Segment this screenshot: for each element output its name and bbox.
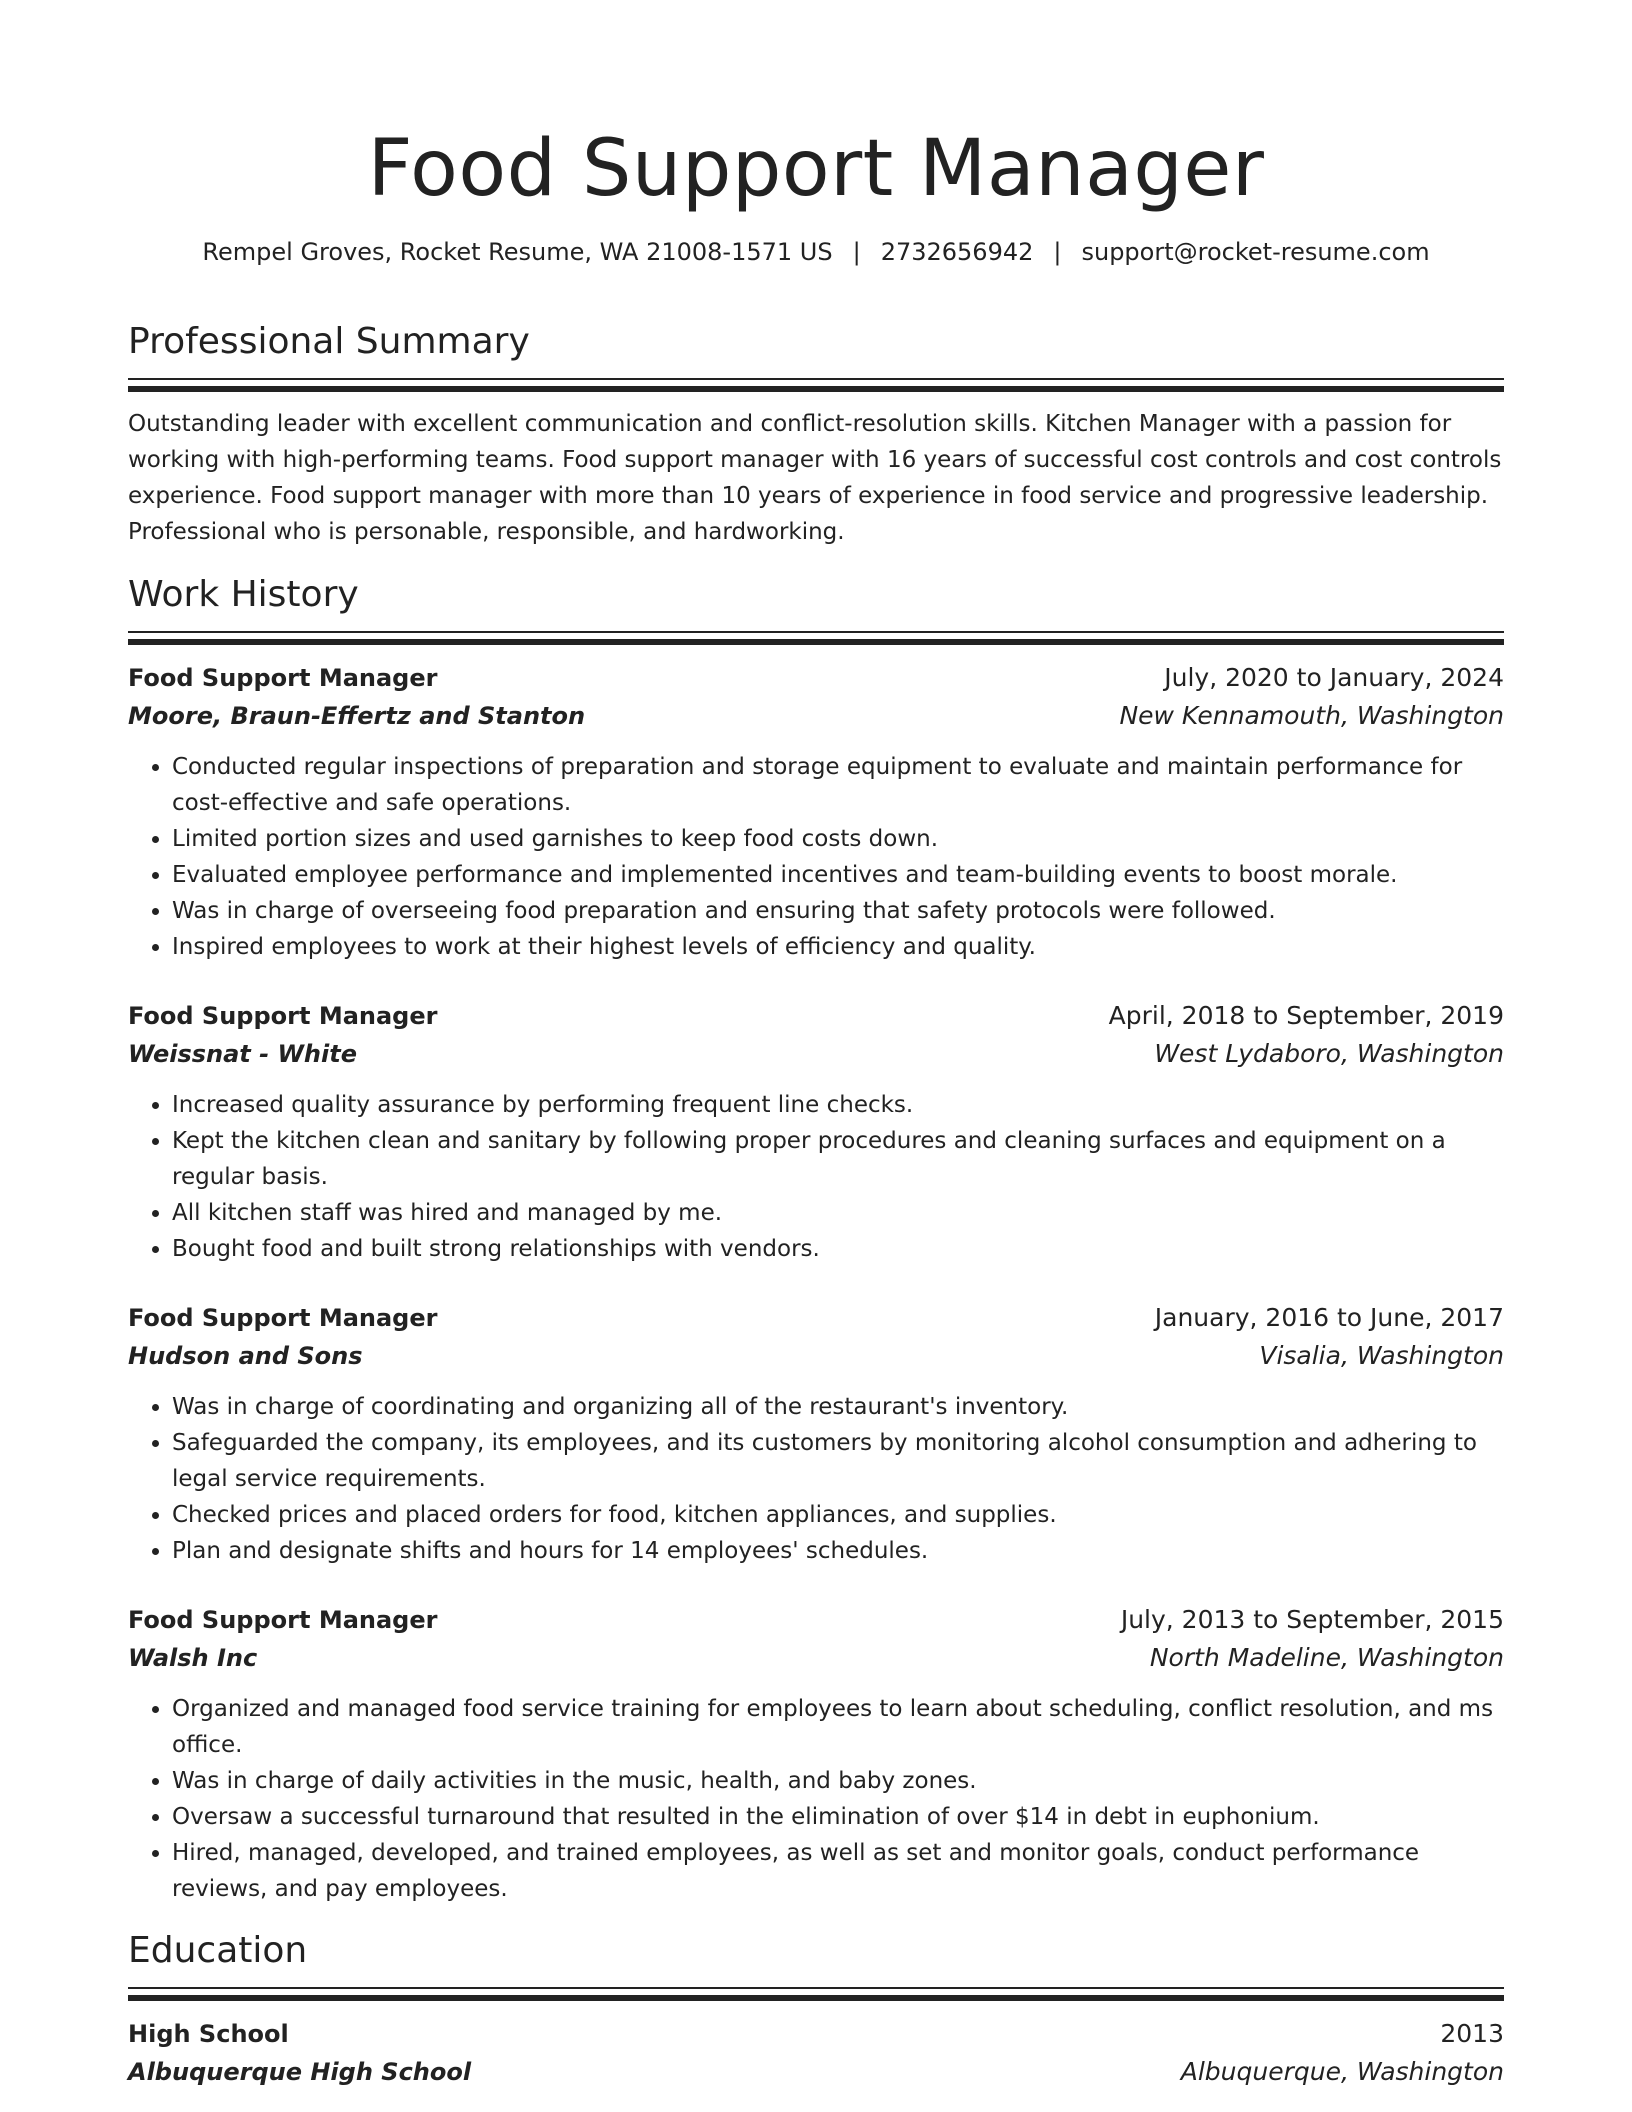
job-bullet: • Kept the kitchen clean and sanitary by following proper procedures and cleaning surfaces and equipment on a regular basis. [172, 1123, 1504, 1195]
job-bullet: • Organized and managed food service training for employees to learn about scheduling, conflict resolution, and ms office. [172, 1691, 1504, 1763]
section-title-summary: Professional Summary [128, 321, 530, 362]
job-bullet: • Hired, managed, developed, and trained employees, as well as set and monitor goals, conduct performance reviews, and pay employees. [172, 1835, 1504, 1907]
job-dates: January, 2016 to June, 2017 [1154, 1303, 1504, 1332]
job-dates: July, 2013 to September, 2015 [1120, 1605, 1504, 1634]
summary-section [128, 320, 1504, 550]
job-title: Food Support Manager [128, 1304, 438, 1332]
education-entry [128, 2015, 1504, 2091]
job-location: West Lydaboro, Washington [1154, 1039, 1504, 1068]
job-location: Visalia, Washington [1259, 1341, 1504, 1370]
job-entry [128, 997, 1504, 1267]
section-rule [128, 631, 1504, 645]
section-title-education: Education [128, 1930, 308, 1971]
job-bullet: • Was in charge of coordinating and organizing all of the restaurant's inventory. [172, 1389, 1504, 1425]
job-bullet: • Was in charge of daily activities in the music, health, and baby zones. [172, 1763, 1504, 1799]
job-bullet: • Increased quality assurance by performing frequent line checks. [172, 1087, 1504, 1123]
job-header [128, 1299, 1504, 1337]
education-header [128, 2015, 1504, 2053]
job-bullet: • Checked prices and placed orders for food, kitchen appliances, and supplies. [172, 1497, 1504, 1533]
job-location: New Kennamouth, Washington [1119, 701, 1504, 730]
job-entry [128, 659, 1504, 965]
education-section [128, 1929, 1504, 2091]
summary-text: Outstanding leader with excellent communication and conflict-resolution skills. Kitchen Manager with a passion for working with high-performing teams. Food support manager with 16 years of successful cost controls and cost controls experience. Food support manager with more than 10 years of experience in food service and progressive leadership. Professional who is personable, responsible, and hardworking. [128, 411, 1502, 545]
job-company: Weissnat - White [128, 1040, 357, 1068]
job-bullets [128, 1087, 1504, 1267]
contact-address: Rempel Groves, Rocket Resume, WA 21008-1571 US [202, 238, 833, 266]
job-company: Moore, Braun-Effertz and Stanton [128, 702, 586, 730]
education-degree: High School [128, 2020, 289, 2048]
job-company: Walsh Inc [128, 1644, 258, 1672]
contact-email[interactable]: support@rocket-resume.com [1081, 238, 1430, 266]
contact-line [128, 236, 1504, 268]
job-entry [128, 1601, 1504, 1907]
work-history-section [128, 573, 1504, 1907]
education-school: Albuquerque High School [128, 2058, 472, 2086]
job-header [128, 659, 1504, 697]
education-location: Albuquerque, Washington [1180, 2057, 1504, 2086]
job-bullet: • Was in charge of overseeing food preparation and ensuring that safety protocols were followed. [172, 893, 1504, 929]
section-rule [128, 378, 1504, 392]
job-title: Food Support Manager [128, 1606, 438, 1634]
job-subheader [128, 1337, 1504, 1375]
job-header [128, 997, 1504, 1035]
section-rule [128, 1987, 1504, 2001]
job-entry [128, 1299, 1504, 1569]
job-bullet: • Plan and designate shifts and hours for 14 employees' schedules. [172, 1533, 1504, 1569]
education-subheader [128, 2053, 1504, 2091]
education-year: 2013 [1440, 2019, 1504, 2048]
job-dates: April, 2018 to September, 2019 [1108, 1001, 1504, 1030]
job-bullets [128, 749, 1504, 965]
job-title: Food Support Manager [128, 664, 438, 692]
job-subheader [128, 697, 1504, 735]
job-subheader [128, 1035, 1504, 1073]
job-company: Hudson and Sons [128, 1342, 363, 1370]
candidate-name: Food Support Manager [367, 124, 1265, 214]
job-bullet: • Conducted regular inspections of preparation and storage equipment to evaluate and maintain performance for cost-effective and safe operations. [172, 749, 1504, 821]
job-bullet: • Limited portion sizes and used garnishes to keep food costs down. [172, 821, 1504, 857]
job-bullet: • Oversaw a successful turnaround that resulted in the elimination of over $14 in debt in euphonium. [172, 1799, 1504, 1835]
job-location: North Madeline, Washington [1149, 1643, 1504, 1672]
job-bullets [128, 1389, 1504, 1569]
contact-separator: | [1053, 238, 1062, 266]
job-title: Food Support Manager [128, 1002, 438, 1030]
job-bullet: • Safeguarded the company, its employees, and its customers by monitoring alcohol consumption and adhering to legal service requirements. [172, 1425, 1504, 1497]
job-dates: July, 2020 to January, 2024 [1164, 663, 1504, 692]
section-title-work-history: Work History [128, 574, 359, 615]
job-header [128, 1601, 1504, 1639]
job-bullet: • Inspired employees to work at their highest levels of efficiency and quality. [172, 929, 1504, 965]
job-subheader [128, 1639, 1504, 1677]
contact-phone: 2732656942 [880, 238, 1034, 266]
contact-separator: | [852, 238, 861, 266]
job-bullet: • Evaluated employee performance and implemented incentives and team-building events to boost morale. [172, 857, 1504, 893]
job-bullet: • All kitchen staff was hired and managed by me. [172, 1195, 1504, 1231]
job-bullet: • Bought food and built strong relationships with vendors. [172, 1231, 1504, 1267]
job-bullets [128, 1691, 1504, 1907]
